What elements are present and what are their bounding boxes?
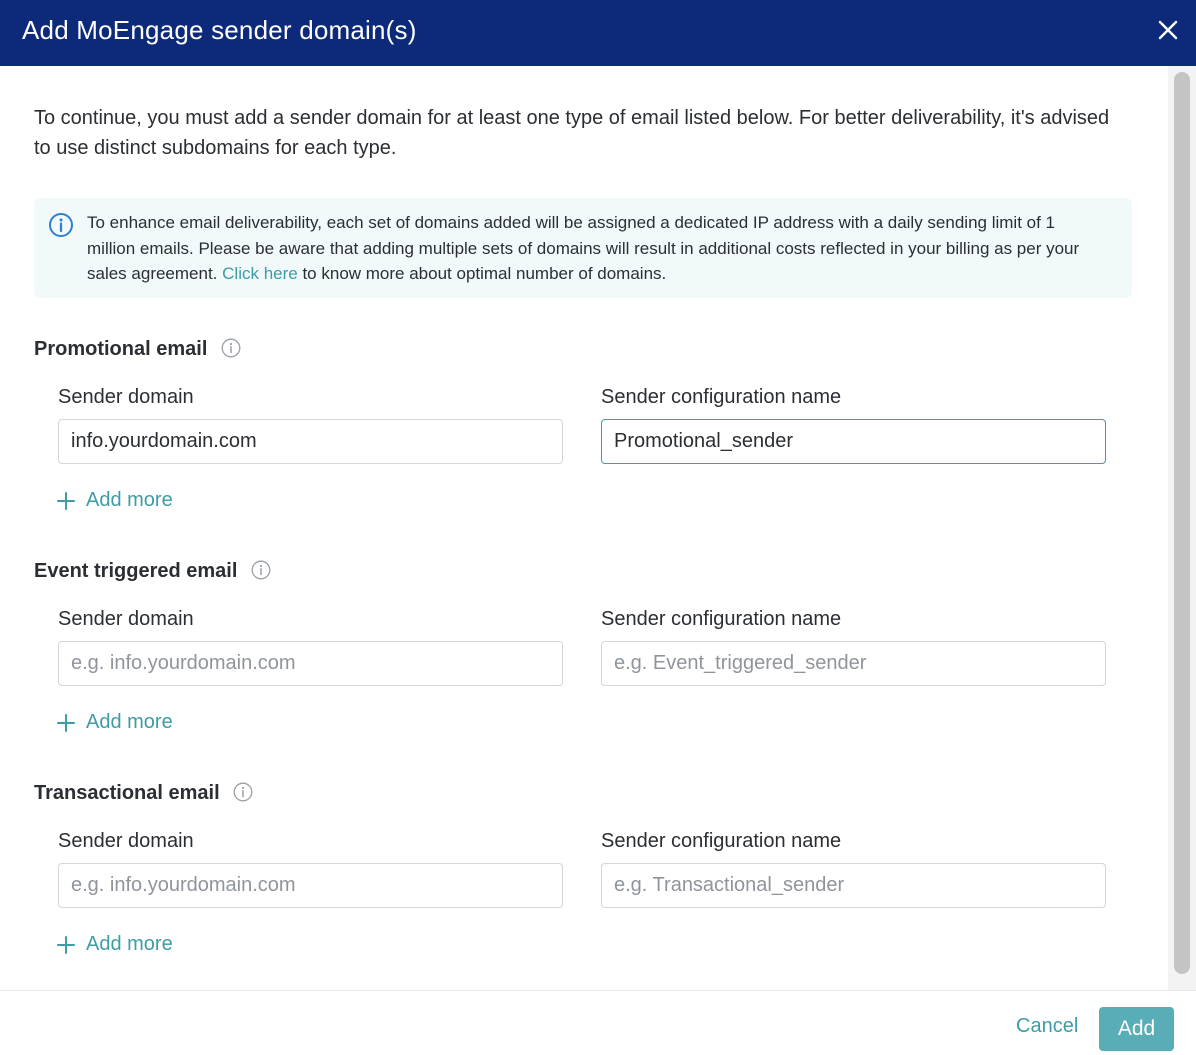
section-title-transactional <box>34 782 253 805</box>
section-title-text: Transactional email <box>34 782 220 804</box>
promotional-sender-domain-input[interactable] <box>58 419 563 464</box>
info-circle-icon[interactable] <box>221 338 241 358</box>
transactional-sender-config-input[interactable] <box>601 863 1106 908</box>
plus-icon <box>56 713 76 733</box>
info-circle-icon[interactable] <box>233 782 253 802</box>
info-icon <box>48 212 74 238</box>
section-title-event-triggered <box>34 560 271 583</box>
event-add-more-button[interactable] <box>56 711 173 734</box>
sender-config-name-label: Sender configuration name <box>601 830 842 852</box>
info-text-after: to know more about optimal number of domains. <box>297 264 667 283</box>
event-sender-config-input[interactable] <box>601 641 1106 686</box>
info-banner <box>34 198 1132 298</box>
sender-domain-label: Sender domain <box>58 608 194 630</box>
add-more-label: Add more <box>86 489 173 511</box>
modal-footer <box>0 990 1196 1055</box>
intro-text: To continue, you must add a sender domain for at least one type of email listed below. For better deliverability, it's advised to use distinct subdomains for each type. <box>34 107 1110 159</box>
section-title-text: Event triggered email <box>34 560 238 582</box>
section-title-promotional <box>34 338 241 361</box>
add-more-label: Add more <box>86 711 173 733</box>
info-text-before: To enhance email deliverability, each set of domains added will be assigned a dedicated IP address with a daily sending limit of 1 million emails. Please be aware that adding multiple sets of domains will result in additional costs reflected in your billing as per your sales agreement. <box>87 213 1080 283</box>
sender-domain-label: Sender domain <box>58 830 194 852</box>
add-more-label: Add more <box>86 933 173 955</box>
transactional-sender-domain-input[interactable] <box>58 863 563 908</box>
sender-config-name-label: Sender configuration name <box>601 386 842 408</box>
add-button[interactable]: Add <box>1099 1007 1174 1051</box>
click-here-link[interactable]: Click here <box>222 264 298 283</box>
cancel-button[interactable]: Cancel <box>1016 1015 1079 1037</box>
promotional-sender-config-input[interactable] <box>601 419 1106 464</box>
modal-title: Add MoEngage sender domain(s) <box>22 15 417 45</box>
close-icon[interactable] <box>1154 16 1182 44</box>
info-text <box>87 210 1107 287</box>
scrollbar-thumb[interactable] <box>1174 72 1190 974</box>
transactional-add-more-button[interactable] <box>56 933 173 956</box>
promotional-add-more-button[interactable] <box>56 489 173 512</box>
event-sender-domain-input[interactable] <box>58 641 563 686</box>
sender-domain-label: Sender domain <box>58 386 194 408</box>
section-title-text: Promotional email <box>34 338 208 360</box>
info-circle-icon[interactable] <box>251 560 271 580</box>
modal-header <box>0 0 1196 66</box>
plus-icon <box>56 491 76 511</box>
plus-icon <box>56 935 76 955</box>
sender-config-name-label: Sender configuration name <box>601 608 842 630</box>
